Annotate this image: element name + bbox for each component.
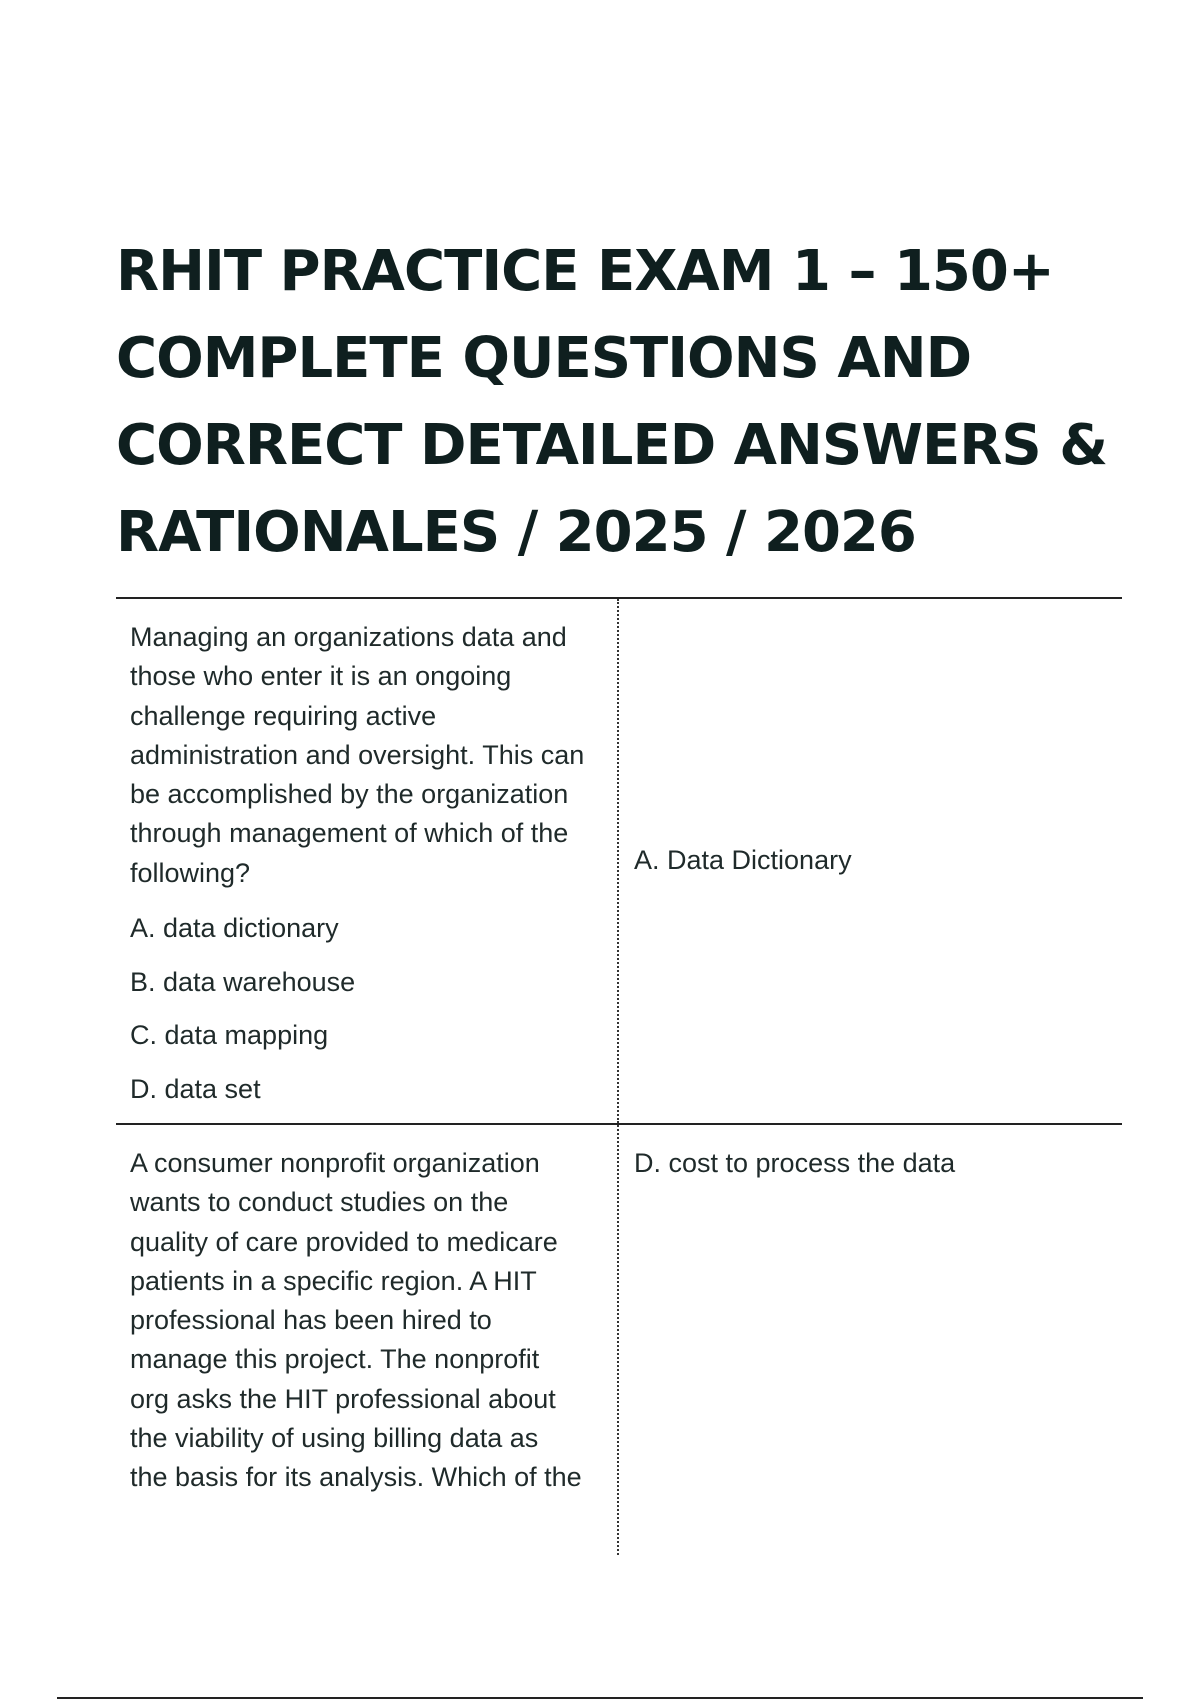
question-line: org asks the HIT professional about [130, 1383, 556, 1414]
answer-cell: D. cost to process the data [634, 1148, 956, 1178]
qa-row [116, 1123, 1122, 1555]
option-c: C. data mapping [130, 1020, 329, 1051]
question-cell [130, 599, 604, 1116]
question-line: those who enter it is an ongoing [130, 661, 512, 692]
question-line: Managing an organizations data and [130, 622, 567, 652]
title-line: RATIONALES / 2025 / 2026 [116, 500, 916, 565]
question-line: patients in a specific region. A HIT [130, 1265, 537, 1296]
question-line: the basis for its analysis. Which of the [130, 1462, 582, 1493]
question-line: the viability of using billing data as [130, 1423, 539, 1454]
question-line: A consumer nonprofit organization [130, 1148, 540, 1178]
question-line: challenge requiring active [130, 700, 437, 731]
question-line: following? [130, 857, 251, 888]
question-line: be accomplished by the organization [130, 779, 569, 810]
title-line: CORRECT DETAILED ANSWERS & [116, 413, 1108, 478]
answer-cell: A. Data Dictionary [634, 845, 852, 875]
page-bottom-rule [57, 1697, 1143, 1699]
question-line: quality of care provided to medicare [130, 1226, 558, 1257]
qa-row [116, 597, 1122, 1123]
option-b: B. data warehouse [130, 966, 356, 997]
title-line: RHIT PRACTICE EXAM 1 – 150+ [116, 239, 1054, 304]
question-line: professional has been hired to [130, 1305, 492, 1336]
question-line: administration and oversight. This can [130, 739, 585, 770]
question-line: through management of which of the [130, 818, 569, 849]
question-line: wants to conduct studies on the [130, 1187, 509, 1218]
qa-table [116, 597, 1122, 1555]
option-d: D. data set [130, 1073, 261, 1104]
question-text [130, 599, 604, 893]
column-divider [617, 599, 619, 1123]
answer-options [130, 902, 604, 1116]
document-title [116, 228, 1136, 576]
title-line: COMPLETE QUESTIONS AND [116, 326, 972, 391]
option-a: A. data dictionary [130, 913, 339, 944]
question-text [130, 1125, 604, 1498]
question-cell [130, 1125, 604, 1498]
column-divider [617, 1125, 619, 1555]
question-line: manage this project. The nonprofit [130, 1344, 540, 1375]
